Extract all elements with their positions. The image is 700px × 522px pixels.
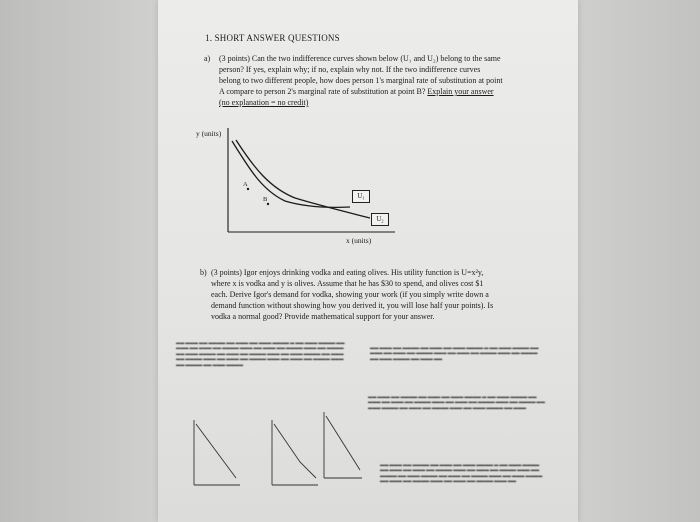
graph-a-x-label: x (units) bbox=[346, 236, 372, 245]
graph-a-y-label: y (units) bbox=[196, 129, 222, 138]
point-b-label: B bbox=[263, 196, 268, 203]
question-a-label: a) bbox=[204, 54, 211, 63]
question-b-line-5: vodka a normal good? Provide mathematical support for your answer. bbox=[211, 312, 435, 321]
question-a-line-1: (3 points) Can the two indifference curves shown below (U₁ and U₂) belong to the same bbox=[219, 54, 501, 63]
question-a-line-2: person? If yes, explain why; if no, explain why not. If the two indifference curves bbox=[219, 65, 481, 74]
explain-answer-underlined: Explain your answer bbox=[427, 87, 494, 96]
blurred-question-d: ▬▬ ▬▬▬ ▬▬ ▬▬▬▬ ▬▬ ▬▬▬ ▬▬ ▬▬▬ ▬▬▬▬ ▬ ▬▬ ▬▬▬ ▬▬▬▬ ▬▬ ▬▬▬ ▬▬ ▬▬▬ ▬▬ ▬▬▬▬ ▬▬▬ ▬▬ ▬▬▬ ▬▬ ▬▬▬▬ ▬▬▬ ▬▬ ▬▬▬▬ ▬▬ ▬▬▬ ▬▬▬▬ ▬▬ ▬▬▬ ▬▬ bbox=[370, 345, 539, 361]
question-a-line-4-text: A compare to person 2's marginal rate of substitution at point B? bbox=[219, 87, 426, 96]
question-b-line-4: demand function without showing how you derived it, you will lose half your points). Is bbox=[211, 301, 494, 310]
blurred-question-f: ▬▬ ▬▬▬ ▬▬ ▬▬▬▬ ▬▬ ▬▬▬ ▬▬ ▬▬▬ ▬▬▬▬ ▬ ▬▬ ▬▬▬ ▬▬▬▬ ▬▬ ▬▬▬ ▬▬ ▬▬▬ ▬▬ ▬▬▬▬ ▬▬▬ ▬▬ ▬▬▬ ▬▬ ▬▬▬▬ ▬▬▬ ▬▬ ▬▬▬▬ ▬▬ ▬▬▬ ▬▬▬▬ ▬▬ ▬▬▬ ▬▬ ▬▬▬▬ ▬▬▬ ▬▬ ▬▬▬ ▬▬▬▬ ▬▬ ▬▬▬ ▬▬ ▬▬▬▬ ▬▬▬ ▬▬ ▬▬▬ ▬▬ ▬▬▬▬ ▬▬▬ ▬▬ bbox=[380, 462, 543, 484]
blurred-question-e: ▬▬ ▬▬▬ ▬▬ ▬▬▬▬ ▬▬ ▬▬▬ ▬▬ ▬▬▬ ▬▬▬▬ ▬ ▬▬ ▬▬▬ ▬▬▬▬ ▬▬ ▬▬▬ ▬▬ ▬▬▬ ▬▬ ▬▬▬▬ ▬▬▬ ▬▬ ▬▬▬ ▬▬ ▬▬▬▬ ▬▬▬ ▬▬ ▬▬▬▬ ▬▬ ▬▬▬ ▬▬▬▬ ▬▬ ▬▬▬ ▬▬ ▬▬▬▬ ▬▬▬ ▬▬ ▬▬▬ ▬▬▬▬ ▬▬ ▬▬▬ bbox=[368, 394, 545, 410]
no-credit-note: (no explanation = no credit) bbox=[219, 98, 309, 107]
question-b-line-2: where x is vodka and y is olives. Assume that he has $30 to spend, and olives cost $1 bbox=[211, 279, 484, 288]
curve-u2-label: U₂ bbox=[371, 213, 389, 226]
question-b-line-3: each. Derive Igor's demand for vodka, showing your work (if you simply write down a bbox=[211, 290, 489, 299]
question-b-label: b) bbox=[200, 268, 207, 277]
blurred-question-c: ▬▬ ▬▬▬ ▬▬ ▬▬▬▬ ▬▬ ▬▬▬ ▬▬ ▬▬▬ ▬▬▬▬ ▬ ▬▬ ▬▬▬ ▬▬▬▬ ▬▬ ▬▬▬ ▬▬ ▬▬▬ ▬▬ ▬▬▬▬ ▬▬▬ ▬▬ ▬▬▬ ▬▬ ▬▬▬▬ ▬▬▬ ▬▬ ▬▬▬▬ ▬▬ ▬▬▬ ▬▬▬▬ ▬▬ ▬▬▬ ▬▬ ▬▬▬▬ ▬▬▬ ▬▬ ▬▬▬ ▬▬▬▬ ▬▬ ▬▬▬ ▬▬ ▬▬▬▬ ▬▬▬ ▬▬ ▬▬▬ ▬▬ ▬▬▬▬ ▬▬▬ ▬▬ ▬▬▬ ▬▬ ▬▬▬▬ ▬▬▬ ▬▬ ▬▬▬▬ ▬▬ ▬▬▬ ▬▬▬▬ bbox=[176, 340, 345, 367]
point-a-label: A bbox=[243, 181, 248, 188]
question-b-line-1: (3 points) Igor enjoys drinking vodka and eating olives. His utility function is U=x²y, bbox=[211, 268, 484, 277]
section-title: 1. SHORT ANSWER QUESTIONS bbox=[205, 33, 340, 43]
question-a-line-3: belong to two different people, how does person 1's marginal rate of substitution at point bbox=[219, 76, 503, 85]
curve-u1-label: U₁ bbox=[352, 190, 370, 203]
